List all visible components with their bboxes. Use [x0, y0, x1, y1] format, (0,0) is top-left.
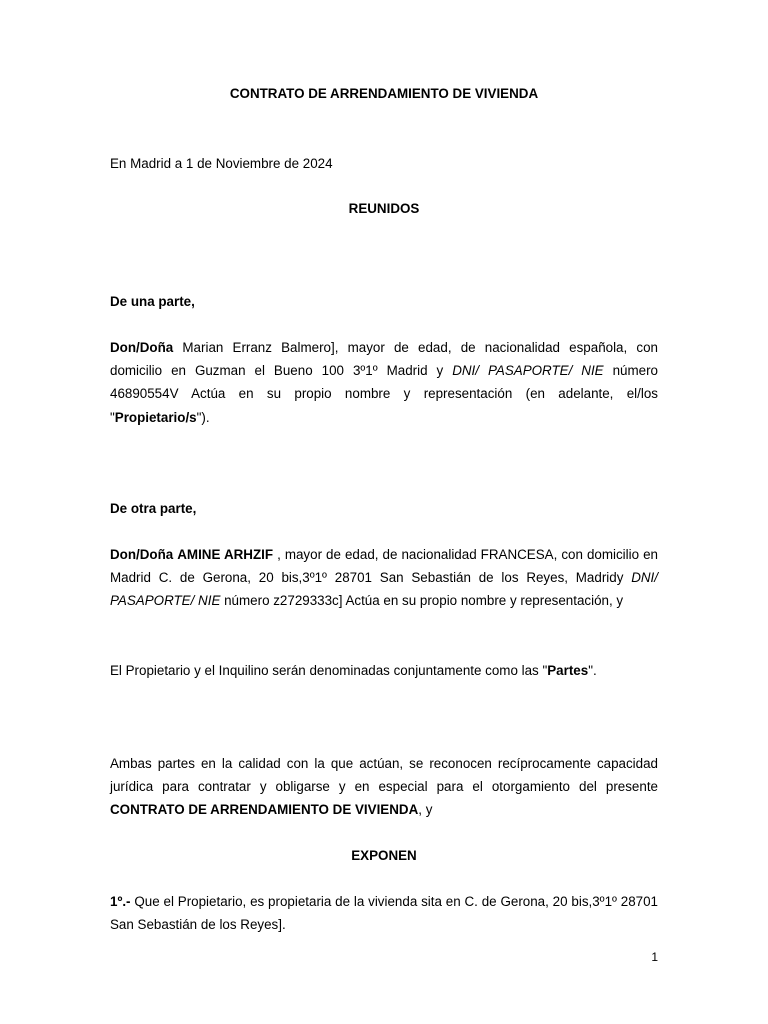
parties-note-text-2: ".	[588, 663, 597, 678]
party1-role: Propietario/s	[114, 409, 197, 425]
capacity-text-2: , y	[418, 802, 433, 818]
parties-note	[110, 662, 658, 680]
party2-text-2: número z2729333c] Actúa en su propio nombre y representación, y	[220, 593, 624, 609]
expo1-paragraph	[110, 890, 658, 936]
party1-doc-type: DNI/ PASAPORTE/ NIE	[452, 363, 604, 379]
party2-doc-type: DNI/ PASAPORTE/ NIE	[110, 570, 658, 609]
page-number: 1	[651, 950, 658, 964]
party1-heading: De una parte,	[110, 294, 195, 309]
party1-text-3: ").	[196, 409, 210, 425]
party2-text-1: , mayor de edad, de nacionalidad FRANCESA, con domicilio en Madrid C. de Gerona, 20 bis,3º1º 28701 San Sebastián de los Reyes, Madridy	[110, 547, 658, 586]
parties-term: Partes	[547, 663, 589, 678]
capacity-paragraph	[110, 752, 658, 822]
heading-exponen: EXPONEN	[351, 848, 417, 863]
party2-heading: De otra parte,	[110, 501, 197, 516]
party2-name: AMINE ARHZIF	[177, 547, 274, 562]
parties-note-text-1: El Propietario y el Inquilino serán denominadas conjuntamente como las "	[110, 663, 548, 678]
party2-paragraph	[110, 543, 658, 613]
capacity-text-1: Ambas partes en la calidad con la que actúan, se reconocen recíprocamente capacidad jurídica para contratar y obligarse y en especial para el otorgamiento del presente	[110, 756, 658, 795]
party1-label: Don/Doña	[110, 340, 174, 355]
heading-reunidos: REUNIDOS	[348, 201, 420, 216]
expo1-number: 1º.-	[110, 894, 131, 909]
party2-label: Don/Doña	[110, 547, 174, 562]
party1-paragraph	[110, 336, 658, 429]
document-title: CONTRATO DE ARRENDAMIENTO DE VIVIENDA	[229, 86, 539, 101]
expo1-text: Que el Propietario, es propietaria de la vivienda sita en C. de Gerona, 20 bis,3º1º 28701 San Sebastián de los Reyes].	[110, 894, 658, 933]
party1-text-1: Marian Erranz Balmero], mayor de edad, de nacionalidad española, con domicilio en Guzman el Bueno 100 3º1º Madrid y	[110, 340, 658, 379]
place-date: En Madrid a 1 de Noviembre de 2024	[110, 156, 333, 171]
party1-text-2: número 46890554V Actúa en su propio nombre y representación (en adelante, el/los "	[110, 363, 658, 425]
capacity-contract: CONTRATO DE ARRENDAMIENTO DE VIVIENDA	[110, 802, 419, 818]
